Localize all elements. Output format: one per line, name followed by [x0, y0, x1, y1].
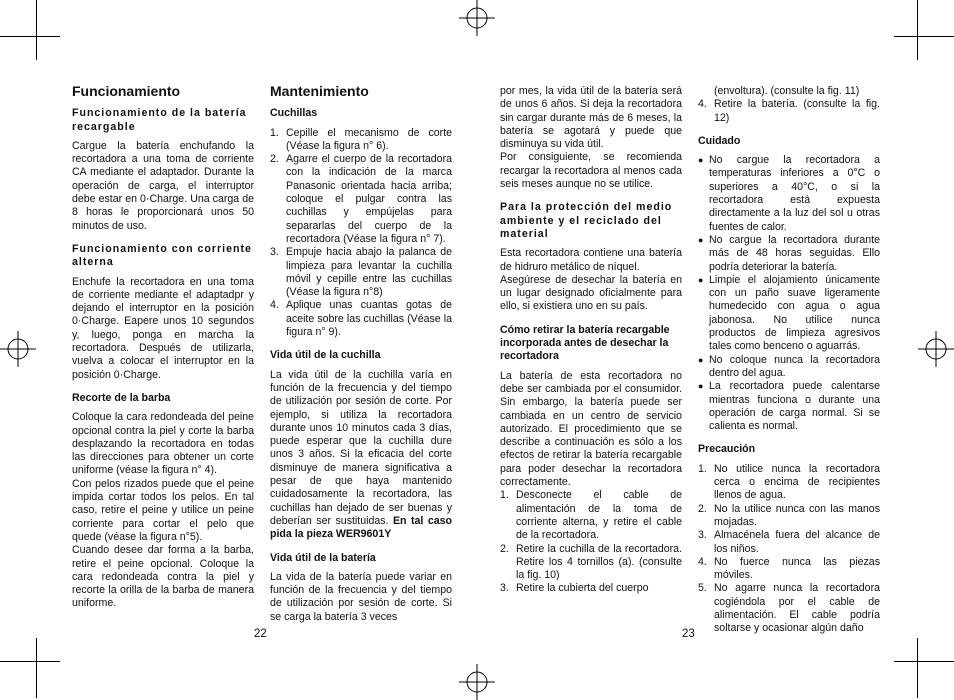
paragraph-text: La vida útil de la cuchilla varía en función de la frecuencia y del tiempo de utilización por sesión de corte. Por ejemplo, si utiliza la recortadora durante unos 10 minutos cada 3 días, puede esperar que la cuchilla dure unos 3 años. Si la eficacia del corte disminuye de manera significativa a pesar de que haya mantenido cuidadosamente la recortadora, las cuchillas han dejado de ser buenas y deberían ser sustituidas. [270, 368, 452, 527]
subsection-heading: Funcionamiento de la batería recargable [72, 107, 247, 133]
list-text: Aplique unas cuantas gotas de aceite sobre las cuchillas (Véase la figura n° 9). [286, 299, 452, 339]
numbered-list [270, 127, 452, 340]
list-item [698, 503, 880, 530]
paragraph: La batería de esta recortadora no debe ser cambiada por el consumidor. Sin embargo, la batería puede ser cambiada en un centro de servicio autorizado. El procedimiento que se describe a continuación es sólo a los efectos de retirar la batería recargable para poder desechar la recortadora correctamente. [500, 369, 682, 489]
subsection-heading: Cuidado [698, 134, 741, 147]
subsection-heading: Cuchillas [270, 107, 318, 120]
list-number: 4. [698, 555, 707, 568]
bullet-icon: ● [698, 234, 704, 245]
paragraph: Coloque la cara redondeada del peine opcional contra la piel y corte la barba desplazando la recortadora en todas las direcciones para obtener un corte uniforme (véase la figura n° 4). [72, 411, 254, 477]
list-item [698, 529, 880, 556]
list-item [270, 299, 452, 339]
subsection-heading: Cómo retirar la batería recargable incorporada antes de desechar la recortadora [500, 323, 670, 363]
list-text: No fuerce nunca las piezas móviles. [714, 555, 880, 582]
list-number: 1. [698, 462, 707, 475]
list-item [698, 154, 880, 234]
list-text: Cepille el mecanismo de corte (Véase la figura n° 6). [286, 126, 452, 152]
list-text: Limpie el alojamiento únicamente con un paño suave ligeramente humedecido con agua o agua jabonosa. No utilice nunca productos de limpieza agresivos tales como benceno o aguarrás. [709, 273, 880, 353]
list-text: Retire la cuchilla de la recortadora. Retire los 4 tornillos (a). (consulte la fig. 10) [516, 542, 682, 582]
list-text: La recortadora puede calentarse mientras funciona o durante una operación de carga normal. Si se calienta es normal. [709, 380, 880, 433]
list-item [698, 463, 880, 503]
list-item [500, 543, 682, 583]
numbered-list [500, 489, 682, 595]
crop-mark [917, 638, 918, 698]
crop-mark [36, 638, 37, 698]
list-number: 2. [500, 542, 509, 555]
subsection-heading: Funcionamiento con corriente alterna [72, 242, 252, 269]
list-number: 3. [500, 582, 509, 595]
list-number: 4. [270, 299, 279, 312]
paragraph: La vida de la batería puede variar en función de la frecuencia y del tiempo de utilización por sesión de corte. Si se carga la batería 3 veces [270, 570, 452, 623]
subsection-heading: Vida útil de la cuchilla [270, 349, 381, 362]
list-item [698, 380, 880, 433]
column-funcionamiento [72, 85, 254, 611]
column-bateria [500, 85, 682, 596]
list-item [270, 127, 452, 154]
list-text: No la utilice nunca con las manos mojadas. [714, 502, 880, 528]
registration-mark-bottom [459, 664, 495, 700]
registration-mark-top [459, 0, 495, 36]
paragraph: Cargue la batería enchufando la recortadora a una toma de corriente CA mediante el adaptador. Durante la operación de carga, el interruptor debe estar en 0·Charge. Una carga de 8 horas le proporcionará unos 50 minutos de uso. [72, 139, 254, 232]
registration-mark-right [918, 331, 954, 367]
list-text: Agarre el cuerpo de la recortadora con la indicación de la marca Panasonic orientada hacia arriba; coloque el pulgar contra las cuchillas y empújelas para separarlas del cuerpo de la recortadora (Véase la figura n° 7). [286, 153, 452, 245]
crop-mark [0, 661, 60, 662]
list-text: No agarre nunca la recortadora cogiéndola por el cable de alimentación. El cable podría soltarse y ocasionar algún daño [714, 582, 880, 635]
paragraph [270, 369, 452, 542]
crop-mark [36, 0, 37, 60]
page-number-right: 23 [682, 628, 695, 640]
paragraph: Cuando desee dar forma a la barba, retire el peine opcional. Coloque la cara redondeada contra la piel y recorte la orilla de la barba de manera uniforme. [72, 544, 254, 610]
crop-mark [894, 661, 954, 662]
list-text: No cargue la recortadora a temperaturas inferiores a 0°C o superiores a 40°C, o si la recortadora está expuesta directamente a la luz del sol u otras fuentes de calor. [709, 154, 880, 233]
crop-mark [894, 36, 954, 37]
part-number-note: En tal caso pida la pieza WER9601Y [270, 514, 452, 541]
list-number: 1. [500, 489, 509, 502]
bullet-icon: ● [698, 155, 704, 166]
list-item [698, 274, 880, 354]
list-item [270, 246, 452, 299]
paragraph: por mes, la vida útil de la batería será de unos 6 años. Si deja la recortadora sin cargar durante más de 6 meses, la batería se agotará y puede que disminuya su vida útil. [500, 85, 682, 151]
list-item [500, 582, 682, 595]
list-text: Retire la batería. (consulte la fig. 12) [714, 98, 880, 124]
list-item [698, 354, 880, 381]
registration-mark-left [0, 331, 36, 367]
list-item [698, 234, 880, 274]
subsection-heading: Vida útil de la batería [270, 551, 376, 564]
list-number: 5. [698, 582, 707, 595]
list-text: Empuje hacia abajo la palanca de limpieza para levantar la cuchilla móvil y cepille entre las cuchillas (Véase la figura n°8) [286, 246, 452, 299]
section-title: Funcionamiento [72, 83, 181, 99]
list-number: 3. [698, 529, 707, 542]
list-number: 4. [698, 98, 707, 111]
numbered-list [698, 463, 880, 636]
paragraph: Esta recortadora contiene una batería de hidruro metálico de níquel. [500, 247, 682, 273]
column-mantenimiento [270, 85, 452, 624]
list-item [270, 153, 452, 246]
subsection-heading: Para la protección del medio ambiente y el reciclado del material [500, 201, 673, 240]
column-cuidado [698, 85, 880, 636]
bullet-icon: ● [698, 274, 704, 285]
paragraph: Con pelos rizados puede que el peine impida cortar todos los pelos. En tal caso, retire el peine y utilice un peine corriente para cortar el pelo que quede (véase la figura n°5). [72, 477, 254, 543]
paragraph: Por consiguiente, se recomienda recargar la recortadora al menos cada seis meses aunque no se utilice. [500, 151, 682, 191]
list-number: 2. [698, 502, 707, 515]
list-item [500, 489, 682, 542]
list-item [698, 582, 880, 635]
paragraph: Asegúrese de desechar la batería en un lugar designado oficialmente para ello, si existiera uno en su país. [500, 273, 682, 313]
crop-mark [917, 0, 918, 60]
section-title: Mantenimiento [270, 83, 369, 99]
list-number: 1. [270, 126, 279, 139]
bullet-icon: ● [698, 354, 704, 365]
numbered-list [698, 98, 880, 125]
subsection-heading: Recorte de la barba [72, 391, 171, 404]
list-text: Desconecte el cable de alimentación de la toma de corriente alterna, y retire el cable de la recortadora. [516, 489, 682, 542]
subsection-heading: Precaución [698, 443, 756, 456]
list-text: No utilice nunca la recortadora cerca o encima de recipientes llenos de agua. [714, 462, 880, 502]
bullet-list [698, 154, 880, 433]
list-item [698, 98, 880, 125]
crop-mark [0, 36, 60, 37]
list-text: Almacénela fuera del alcance de los niños. [714, 529, 880, 555]
list-text: No cargue la recortadora durante más de 48 horas seguidas. Ello podría deteriorar la batería. [709, 233, 880, 273]
list-item [698, 556, 880, 583]
page-number-left: 22 [254, 628, 267, 640]
paragraph: Enchufe la recortadora en una toma de corriente mediante el adaptadpr y dejando el interruptor en la posición 0·Charge. Eapere unos 10 segundos y, luego, ponga en marcha la recortadora. Después de utilizarla, vuelva a colocar el interruptor en la posición 0·Charge. [72, 275, 254, 381]
bullet-icon: ● [698, 381, 704, 392]
list-text: No coloque nunca la recortadora dentro del agua. [709, 353, 880, 379]
list-number: 2. [270, 153, 279, 166]
list-number: 3. [270, 246, 279, 259]
list-continuation: (envoltura). (consulte la fig. 11) [714, 85, 860, 97]
list-text: Retire la cubierta del cuerpo [516, 582, 649, 595]
